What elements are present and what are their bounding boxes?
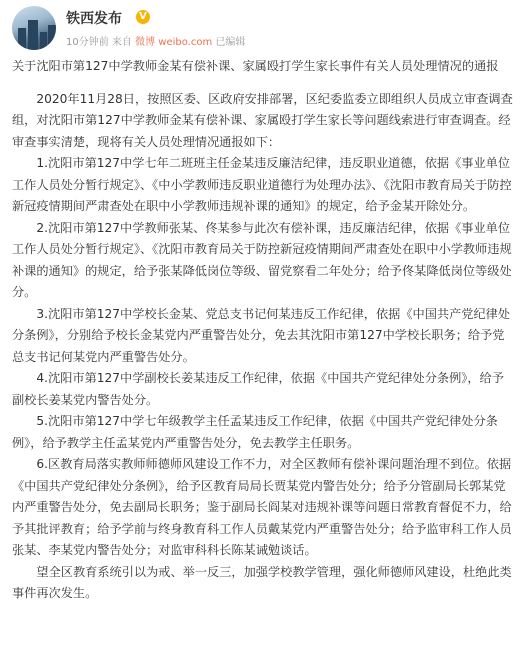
paragraph-item-3: 3.沈阳市第127中学校长金某、党总支书记何某违反工作纪律，依据《中国共产党纪律处分条例》，分别给予校长金某党内严重警告处分，免去其沈阳市第127中学校长职务；给予党总支书记何某党内严重警告处分。 bbox=[12, 306, 511, 364]
post-header bbox=[0, 0, 526, 56]
paragraph-closing: 望全区教育系统引以为戒、举一反三，加强学校教学管理，强化师德师风建设，杜绝此类事件再次发生。 bbox=[12, 564, 512, 600]
paragraph-item-2: 2.沈阳市第127中学教师张某、佟某参与此次有偿补课，违反廉洁纪律，依据《事业单位工作人员处分暂行规定》、《沈阳市教育局关于防控新冠疫情期间严肃查处在职中小学教师违规补课的通知》的规定，给予张某降低岗位等级、留党察看二年处分；给予佟某降低岗位等级处分。 bbox=[12, 220, 512, 299]
paragraph-intro: 2020年11月28日，按照区委、区政府安排部署，区纪委监委立即组织人员成立审查调查组，对沈阳市第127中学教师金某有偿补课、家属殴打学生家长等问题线索进行审查调查。经审查事实清楚，现将有关人员处理情况通报如下： bbox=[12, 91, 513, 149]
post-source[interactable]: 微博 weibo.com bbox=[135, 37, 213, 48]
post-content bbox=[12, 56, 516, 605]
avatar[interactable] bbox=[12, 6, 56, 50]
edited-label: 已编辑 bbox=[215, 37, 246, 48]
paragraph-item-5: 5.沈阳市第127中学七年级教学主任孟某违反工作纪律，依据《中国共产党纪律处分条例》，给予教学主任孟某党内严重警告处分，免去教学主任职务。 bbox=[12, 414, 498, 450]
post-time[interactable]: 10分钟前 bbox=[66, 37, 109, 48]
from-label: 来自 bbox=[111, 37, 132, 48]
post-meta bbox=[66, 33, 245, 48]
paragraph-item-6: 6.区教育局落实教师师德师风建设工作不力，对全区教师有偿补课问题治理不到位。依据《中国共产党纪律处分条例》，给予区教育局局长贾某党内警告处分；给予分管副局长郭某党内严重警告处分，免去副局长职务；鉴于副局长阎某对违规补课等问题日常教育督促不力，给予其批评教育；给予学前与终身教育科工作人员戴某党内严重警告处分；给予监审科工作人员张某、李某党内警告处分；对监审科科长陈某诫勉谈话。 bbox=[12, 457, 512, 557]
paragraph-item-1: 1.沈阳市第127中学七年二班班主任金某违反廉洁纪律，违反职业道德，依据《事业单位工作人员处分暂行规定》、《中小学教师违反职业道德行为处理办法》、《沈阳市教育局关于防控新冠疫情期间严肃查处在职中小学教师违规补课的通知》的规定，给予金某开除处分。 bbox=[12, 156, 512, 213]
paragraph-item-4: 4.沈阳市第127中学副校长姜某违反工作纪律，依据《中国共产党纪律处分条例》，给予副校长姜某党内警告处分。 bbox=[12, 371, 504, 407]
author-name[interactable]: 铁西发布 bbox=[66, 11, 122, 27]
verified-v-icon: V bbox=[136, 10, 150, 24]
post-title: 关于沈阳市第127中学教师金某有偿补课、家属殴打学生家长事件有关人员处理情况的通报 bbox=[12, 59, 499, 73]
